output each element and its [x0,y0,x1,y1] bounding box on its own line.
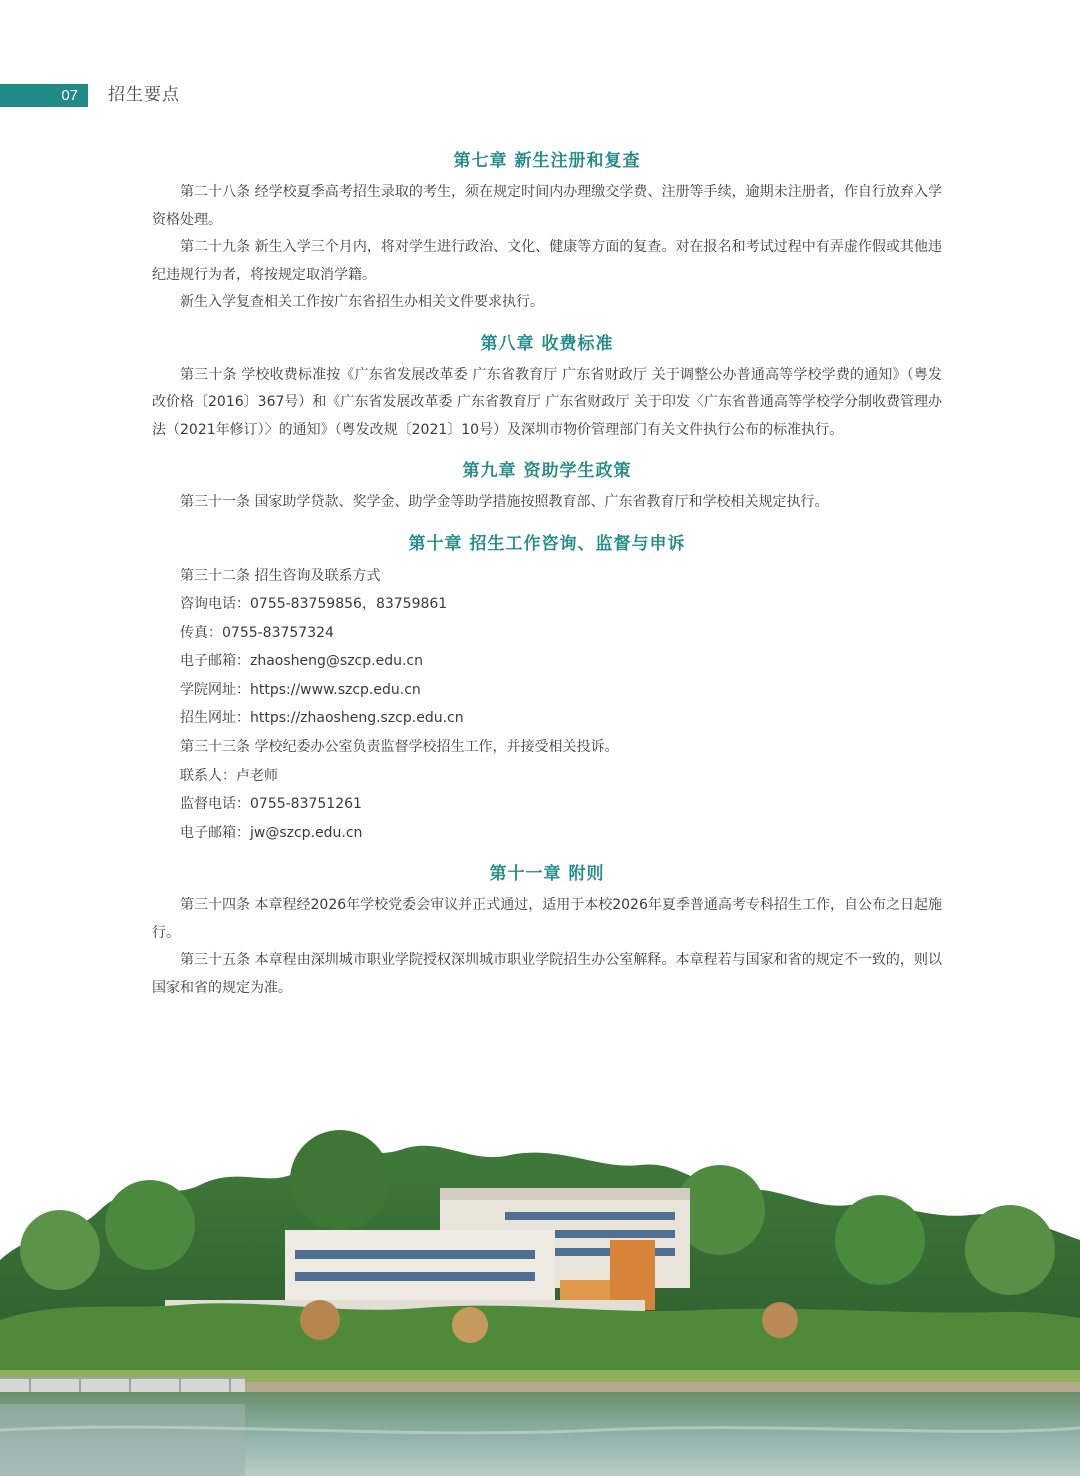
contact-person: 联系人：卢老师 [180,767,278,784]
fax: 传真：0755-83757324 [180,624,334,641]
tree-clump [20,1210,100,1290]
tree-clump [290,1130,390,1230]
article-28: 第二十八条 经学校夏季高考招生录取的考生，须在规定时间内办理缴交学费、注册等手续，逾期未注册者，作自行放弃入学资格处理。 [152,184,942,228]
college-website: 学院网址：https://www.szcp.edu.cn [180,681,421,698]
chapter-title: 第七章 新生注册和复查 [453,151,641,171]
chapter-title: 第八章 收费标准 [480,333,614,354]
campus-landscape-image [0,1130,1080,1476]
section-title: 招生要点 [108,85,180,105]
admission-email: 电子邮箱：zhaosheng@szcp.edu.cn [180,653,423,670]
tree-clump [835,1195,925,1285]
chapter-9 [152,456,942,517]
supervision-email: 电子邮箱：jw@szcp.edu.cn [180,824,363,841]
chapter-11 [152,859,942,1002]
page-number-tab [0,84,88,107]
article-30: 第三十条 学校收费标准按《广东省发展改革委 广东省教育厅 广东省财政厅 关于调整公办普通高等学校学费的通知》（粤发改价格〔2016〕367号）和《广东省发展改革委 广东省教育厅 广东省财政厅 关于印发〈广东省普通高等学校学分制收费管理办法（2021年修订）〉的通知》（粤发改规〔2021〕10号）及深圳市物价管理部门有关文件执行公布的标准执行。 [152,366,942,438]
article-31: 第三十一条 国家助学贷款、奖学金、助学金等助学措施按照教育部、广东省教育厅和学校相关规定执行。 [180,494,829,510]
orange-wall [610,1240,655,1310]
article-32: 第三十二条 招生咨询及联系方式 [180,567,381,584]
main-content [152,146,942,1014]
consult-phone: 咨询电话：0755-83759856，83759861 [180,596,448,613]
re-examination-note: 新生入学复查相关工作按广东省招生办相关文件要求执行。 [180,294,544,310]
article-33: 第三十三条 学校纪委办公室负责监督学校招生工作，并接受相关投诉。 [180,739,619,756]
building-lower [285,1230,555,1305]
article-35: 第三十五条 本章程由深圳城市职业学院授权深圳城市职业学院招生办公室解释。本章程若与国家和省的规定不一致的，则以国家和省的规定为准。 [152,952,942,996]
article-29: 第二十九条 新生入学三个月内，将对学生进行政治、文化、健康等方面的复查。对在报名和考试过程中有弄虚作假或其他违纪违规行为者，将按规定取消学籍。 [152,239,942,283]
chapter-10 [152,529,942,848]
chapter-7 [152,146,942,317]
supervision-phone: 监督电话：0755-83751261 [180,796,362,813]
shore-path [240,1382,1080,1392]
chapter-title: 第十章 招生工作咨询、监督与申诉 [408,533,686,554]
chapter-8 [152,329,942,445]
tree-clump [105,1180,195,1270]
chapter-title: 第十一章 附则 [489,864,605,885]
article-34: 第三十四条 本章程经2026年学校党委会审议并正式通过，适用于本校2026年夏季普通高考专科招生工作，自公布之日起施行。 [152,897,942,941]
chapter-title: 第九章 资助学生政策 [462,461,632,481]
admission-website: 招生网址：https://zhaosheng.szcp.edu.cn [180,710,464,727]
page-number: 07 [61,87,78,104]
tree-clump [965,1205,1055,1295]
